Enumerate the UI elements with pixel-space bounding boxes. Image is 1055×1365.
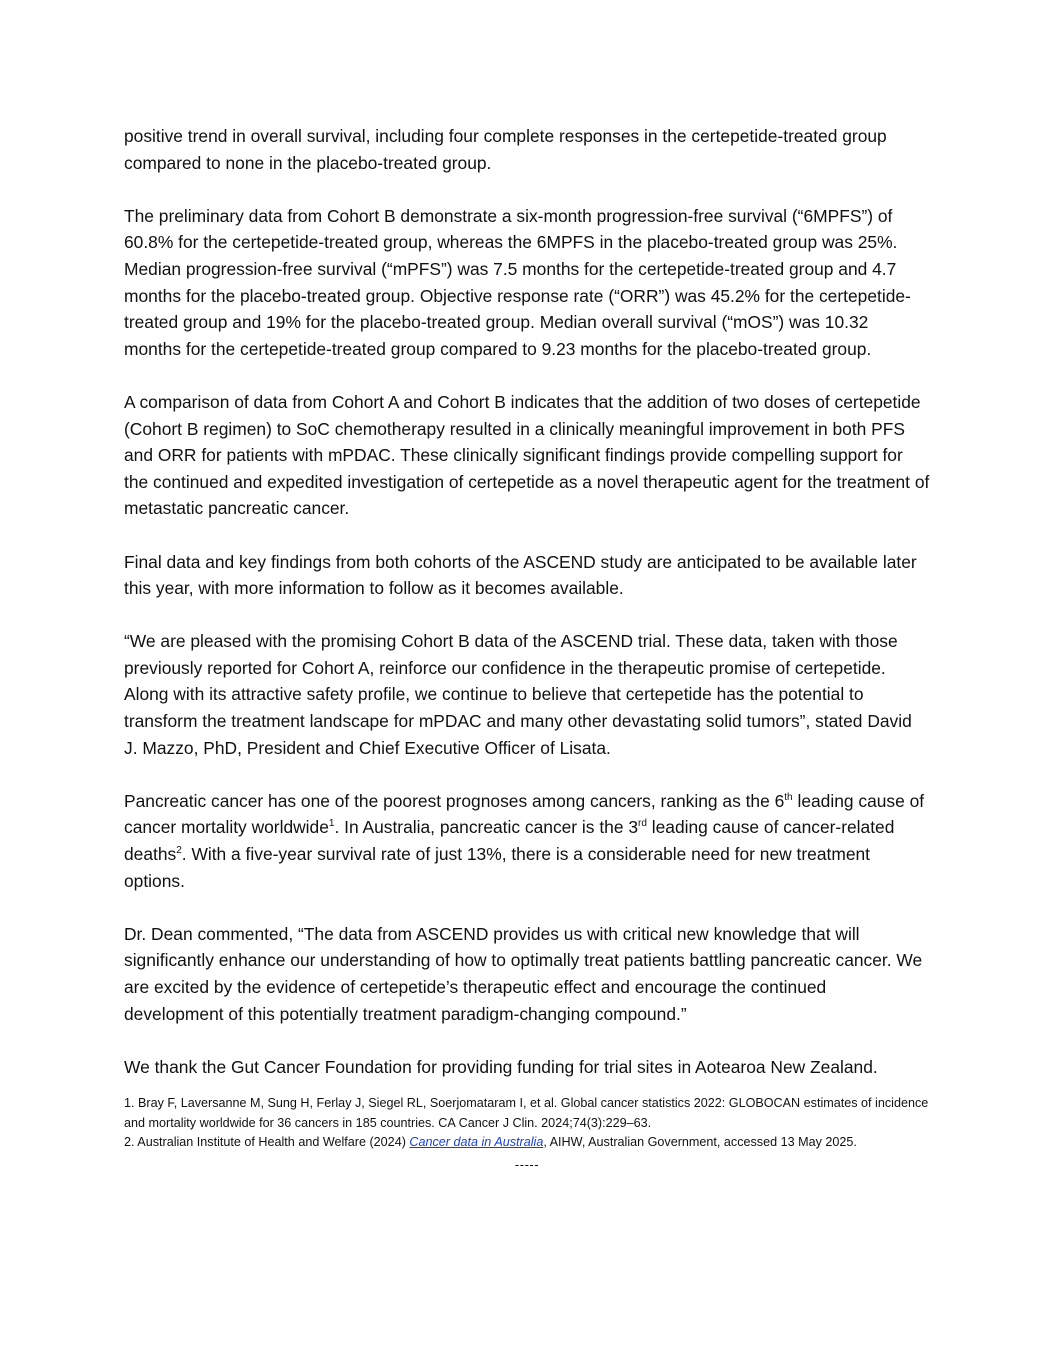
footnote-2 bbox=[124, 1133, 930, 1153]
paragraph-pancreatic-cancer-context bbox=[124, 788, 930, 894]
paragraph-cohort-comparison: A comparison of data from Cohort A and Cohort B indicates that the addition of two doses of certepetide (Cohort B regimen) to SoC chemotherapy resulted in a clinically meaningful improvement in both PFS and ORR for patients with mPDAC. These clinically significant findings provide compelling support for the continued and expedited investigation of certepetide as a novel therapeutic agent for the treatment of metastatic pancreatic cancer. bbox=[124, 391, 930, 519]
footnote-1: 1. Bray F, Laversanne M, Sung H, Ferlay J, Siegel RL, Soerjomataram I, et al. Global cancer statistics 2022: GLOBOCAN estimates of incidence and mortality worldwide for 36 cancers in 185 countries. CA Cancer J Clin. 2024;74(3):229–63. bbox=[124, 1096, 929, 1130]
text-segment: leading cause of cancer mortality worldwide bbox=[124, 790, 925, 838]
footnote-ref-2: 2 bbox=[176, 845, 182, 857]
paragraph-final-data: Final data and key findings from both cohorts of the ASCEND study are anticipated to be available later this year, with more information to follow as it becomes available. bbox=[124, 551, 917, 599]
document-page bbox=[124, 123, 930, 1174]
footnote-2-prefix: 2. Australian Institute of Health and Welfare (2024) bbox=[124, 1135, 410, 1150]
cancer-data-link[interactable]: Cancer data in Australia bbox=[409, 1135, 544, 1150]
paragraph-dean-quote: Dr. Dean commented, “The data from ASCEND provides us with critical new knowledge that will significantly enhance our understanding of how to optimally treat patients battling pancreatic cancer. We are excited by the evidence of certepetide’s therapeutic effect and encourage the continued development of this potentially treatment paradigm-changing compound.” bbox=[124, 923, 923, 1024]
text-segment: Pancreatic cancer has one of the poorest prognoses among cancers, ranking as the 6 bbox=[124, 790, 785, 811]
paragraph-survival-trend: positive trend in overall survival, including four complete responses in the certepetide-treated group compared to none in the placebo-treated group. bbox=[124, 126, 887, 173]
end-separator: ----- bbox=[514, 1156, 540, 1172]
footnotes bbox=[124, 1094, 930, 1153]
footnote-2-suffix: , AIHW, Australian Government, accessed 13 May 2025. bbox=[543, 1135, 857, 1150]
text-segment: . In Australia, pancreatic cancer is the 3 bbox=[334, 817, 638, 838]
paragraph-cohort-b-data: The preliminary data from Cohort B demonstrate a six-month progression-free survival (“6MPFS”) of 60.8% for the certepetide-treated group, whereas the 6MPFS in the placebo-treated group was 25%. Median progression-free survival (“mPFS”) was 7.5 months for the certepetide-treated group and 4.7 months for the placebo-treated group. Objective response rate (“ORR”) was 45.2% for the certepetide-treated group and 19% for the placebo-treated group. Median overall survival (“mOS”) was 10.32 months for the certepetide-treated group compared to 9.23 months for the placebo-treated group. bbox=[124, 205, 911, 359]
paragraph-ceo-quote: “We are pleased with the promising Cohort B data of the ASCEND trial. These data, taken with those previously reported for Cohort A, reinforce our confidence in the therapeutic promise of certepetide. Along with its attractive safety profile, we continue to believe that certepetide has the potential to transform the treatment landscape for mPDAC and many other devastating solid tumors”, stated David J. Mazzo, PhD, President and Chief Executive Officer of Lisata. bbox=[124, 631, 912, 758]
text-segment: leading cause of cancer-related deaths bbox=[124, 817, 895, 865]
text-segment: . With a five-year survival rate of just 13%, there is a considerable need for new treatment options. bbox=[124, 844, 871, 891]
paragraph-acknowledgement: We thank the Gut Cancer Foundation for providing funding for trial sites in Aotearoa New Zealand. bbox=[124, 1056, 878, 1077]
superscript-ordinal: th bbox=[784, 792, 793, 804]
footnote-ref-1: 1 bbox=[328, 818, 335, 830]
superscript-ordinal: rd bbox=[638, 818, 647, 830]
